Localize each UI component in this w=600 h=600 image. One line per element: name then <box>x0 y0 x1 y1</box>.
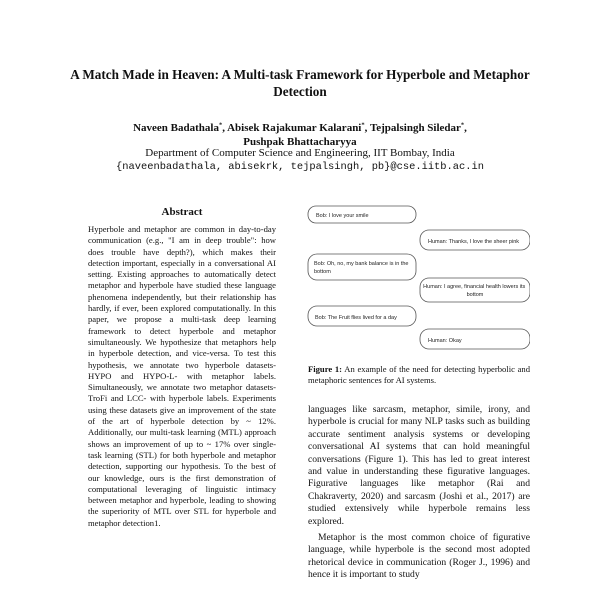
equal-contribution-mark: * <box>361 121 365 128</box>
caption-text: An example of the need for detecting hyperbolic and metaphoric sentences for AI systems. <box>308 364 530 385</box>
bubble-text: Bob: The Fruit flies lived for a day <box>315 315 397 321</box>
bubble-text-line: bottom <box>314 269 331 275</box>
bubble-shape <box>308 254 416 280</box>
equal-contribution-mark: * <box>460 121 465 128</box>
author-name: Tejpalsingh Siledar <box>369 121 461 134</box>
author-name: Pushpak Bhattacharyya <box>243 135 357 148</box>
body-text <box>308 404 530 582</box>
paper-title: A Match Made in Heaven: A Multi-task Framework for Hyperbole and Metaphor Detection <box>70 67 530 99</box>
bubble-text-line: Bob: Oh, no, my bank balance is in the <box>314 261 409 267</box>
equal-contribution-mark: * <box>218 121 223 128</box>
chat-bubble-left <box>308 306 416 326</box>
abstract-paragraph: Hyperbole and metaphor are common in day-to-day communication (e.g., "I am in deep trouble": how does trouble have depth?), which makes their detection important, especially in a conversational AI setting. Existing approaches to automatically detect metaphor and hyperbole have studied these language phenomena independently, but their relationship has hardly, if ever, been explored computationally. In this paper, we propose a multi-task deep learning framework to detect hyperbole and metaphor simultaneously. We hypothesize that metaphors help in hyperbole detection, and vice-versa. To test this hypothesis, we annotate two hyperbole datasets- HYPO and HYPO-L- with metaphor labels. Simultaneously, we annotate two metaphor datasets- TroFi and LCC- with hyperbole labels. Experiments using these datasets give an improvement of the state of the art of hyperbole detection by ~ 12%. Additionally, our multi-task learning (MTL) approach shows an improvement of up to ~ 17% over single-task learning (STL) for both hyperbole and metaphor detection, supporting our hypothesis. To the best of our knowledge, ours is the first demonstration of computational leveraging of linguistic intimacy between metaphor and hyperbole, leading to showing the superiority of MTL over STL for hyperbole and metaphor detection1. <box>88 224 276 528</box>
caption-label: Figure 1: <box>308 364 343 374</box>
abstract-heading: Abstract <box>161 206 203 218</box>
author <box>370 122 467 134</box>
author-list <box>60 118 540 149</box>
figure-1 <box>306 198 530 364</box>
author-separator: , <box>364 121 370 134</box>
chat-bubble-right <box>420 230 530 250</box>
bubble-text: Human: Thanks, I love the sheer pink <box>428 239 520 245</box>
author-name: Naveen Badathala <box>133 121 219 134</box>
author-emails: {naveenbadathala, abisekrk, tejpalsingh, pb}@cse.iitb.ac.in <box>116 161 484 173</box>
chat-bubble-left <box>308 206 416 223</box>
chat-bubble-right <box>420 329 530 349</box>
chat-bubble-left <box>308 254 416 280</box>
bubble-text-line: Human: I agree, financial health lowers its <box>423 284 526 290</box>
chat-bubble-right <box>420 278 530 302</box>
author <box>227 122 370 134</box>
author-separator: , <box>222 121 228 134</box>
figure-caption <box>308 364 530 386</box>
abstract-text <box>88 224 276 529</box>
body-paragraph: languages like sarcasm, metaphor, simile, irony, and hyperbole is crucial for many NLP tasks such as building accurate sentiment analysis systems or developing conversational AI systems that can hold meaningful conversations (Figure 1). This has led to great interest and value in understanding these figurative languages. Figurative languages like metaphor (Rai and Chakraverty, 2020) and sarcasm (Joshi et al., 2017) are studied extensively while hyperbole remains less explored. <box>308 404 530 527</box>
chat-diagram <box>306 198 530 364</box>
bubble-text: Bob: I love your smile <box>316 213 369 219</box>
affiliation: Department of Computer Science and Engineering, IIT Bombay, India <box>145 147 455 159</box>
author-separator: , <box>464 121 467 134</box>
bubble-shape <box>420 278 530 302</box>
author-name: Abisek Rajakumar Kalarani <box>227 121 362 134</box>
bubble-text: Human: Okay <box>428 338 462 344</box>
body-paragraph: Metaphor is the most common choice of figurative language, while hyperbole is the second most adopted rhetorical device in communication (Roger J., 1996) and hence it is important to study <box>308 532 530 581</box>
bubble-text-line: bottom <box>466 292 484 298</box>
author <box>133 122 227 134</box>
